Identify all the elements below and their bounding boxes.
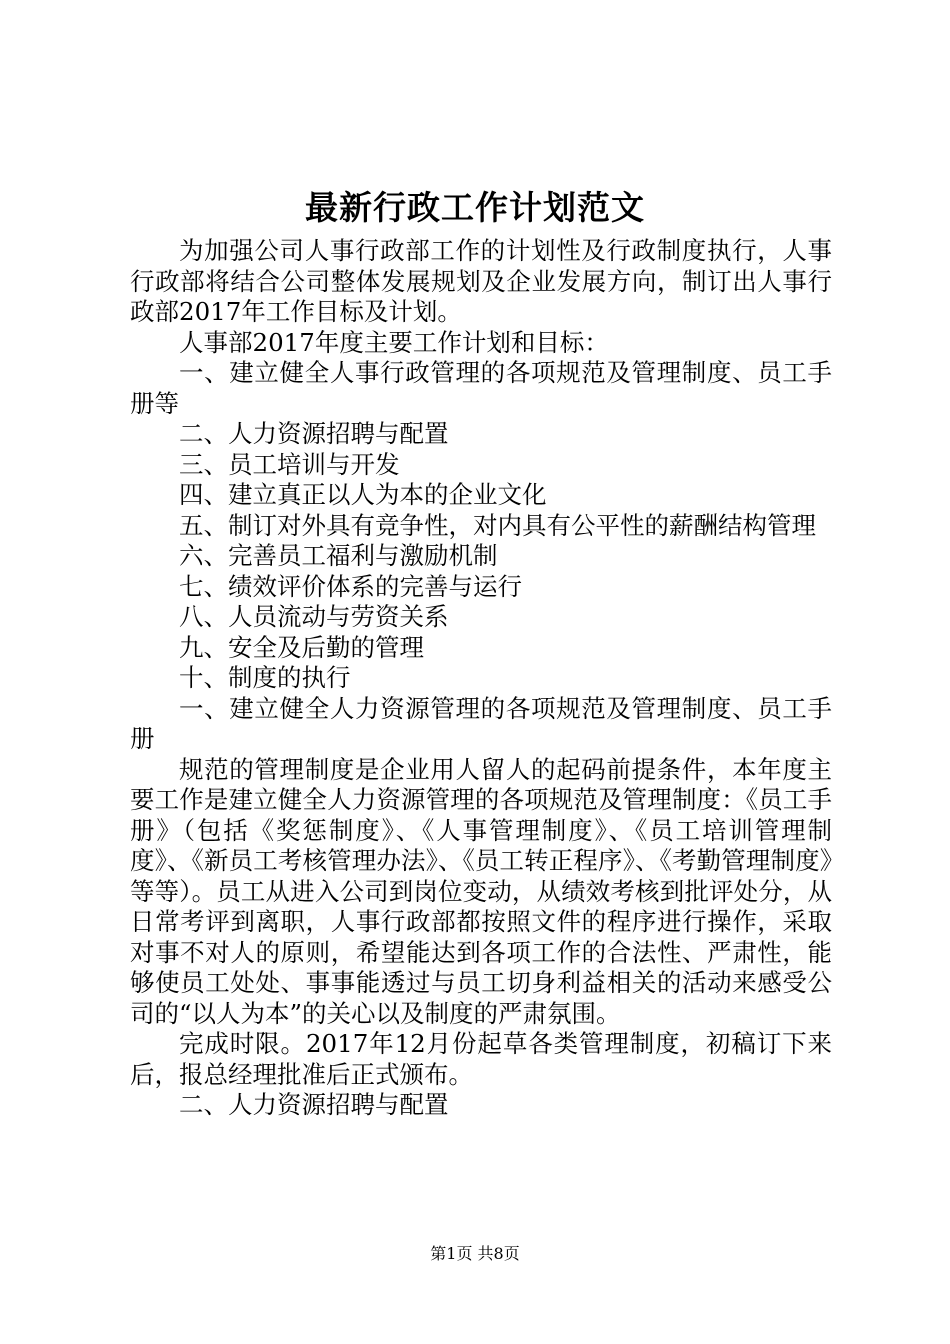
paragraph: 十、制度的执行: [179, 663, 351, 692]
paragraph: 六、完善员工福利与激励机制: [179, 541, 498, 570]
document-body: [130, 236, 832, 1121]
paragraph: 一、建立健全人力资源管理的各项规范及管理制度、员工手册: [130, 693, 832, 753]
document-title: 最新行政工作计划范文: [305, 188, 645, 227]
paragraph: 为加强公司人事行政部工作的计划性及行政制度执行，人事行政部将结合公司整体发展规划及企业发展方向，制订出人事行政部2017年工作目标及计划。: [130, 236, 832, 326]
paragraph: 九、安全及后勤的管理: [179, 632, 424, 662]
paragraph: 一、建立健全人事行政管理的各项规范及管理制度、员工手册等: [130, 358, 832, 418]
paragraph: 人事部2017年度主要工作计划和目标：: [179, 327, 609, 357]
paragraph: 完成时限。2017年12月份起草各类管理制度，初稿订下来后，报总经理批准后正式颁布。: [130, 1029, 832, 1089]
paragraph: 四、建立真正以人为本的企业文化: [179, 480, 547, 509]
paragraph: 二、人力资源招聘与配置: [179, 1090, 449, 1119]
paragraph: 规范的管理制度是企业用人留人的起码前提条件，本年度主要工作是建立健全人力资源管理的各项规范及管理制度：《员工手册》（包括《奖惩制度》、《人事管理制度》、《员工培训管理制度》、《新员工考核管理办法》、《员工转正程序》、《考勤管理制度》等等）。员工从进入公司到岗位变动，从绩效考核到批评处分，从日常考评到离职，人事行政部都按照文件的程序进行操作，采取对事不对人的原则，希望能达到各项工作的合法性、严肃性，能够使员工处处、事事能透过与员工切身利益相关的活动来感受公司的“以人为本”的关心以及制度的严肃氛围。: [130, 754, 832, 1028]
paragraph: 五、制订对外具有竞争性，对内具有公平性的薪酬结构管理: [179, 510, 816, 540]
paragraph: 二、人力资源招聘与配置: [179, 419, 449, 448]
paragraph: 七、绩效评价体系的完善与运行: [179, 571, 522, 601]
paragraph: 三、员工培训与开发: [179, 449, 400, 479]
paragraph: 八、人员流动与劳资关系: [179, 602, 449, 631]
page-footer: 第1页 共8页: [430, 1244, 520, 1263]
